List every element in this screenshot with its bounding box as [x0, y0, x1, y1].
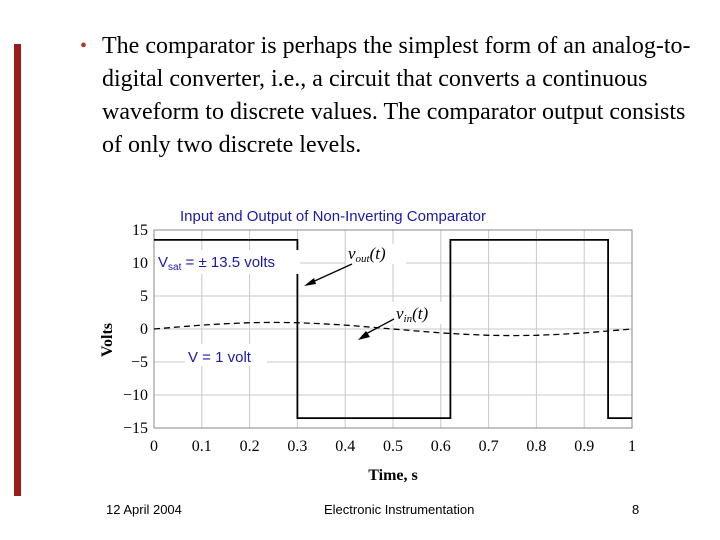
y-tick-labels — [123, 222, 148, 437]
chart-title: Input and Output of Non-Inverting Comparator — [180, 208, 487, 225]
y-tick-label: −5 — [130, 354, 148, 371]
x-tick-labels — [150, 438, 636, 455]
x-tick-label: 0 — [150, 438, 158, 455]
bullet-text: The comparator is perhaps the simplest form of an analog-to-digital converter, i.e., a circuit that converts a continuous waveform to discrete values. The comparator output consists of only two discrete levels. — [102, 33, 691, 158]
footer-page-number: 8 — [632, 502, 640, 517]
y-axis-label: Volts — [99, 322, 116, 358]
vin-arg: (t) — [412, 304, 429, 323]
y-tick-label: −10 — [122, 387, 148, 404]
vin-label: v — [396, 304, 404, 323]
y-tick-label: −15 — [122, 420, 148, 437]
x-tick-label: 0.8 — [526, 438, 547, 455]
y-tick-label: 5 — [140, 288, 148, 305]
x-tick-label: 0.2 — [239, 438, 260, 455]
x-tick-label: 1 — [628, 438, 636, 455]
x-tick-label: 0.9 — [574, 438, 595, 455]
svg-text:vin(t) — [396, 304, 428, 325]
slide-left-accent-bar — [14, 44, 21, 496]
x-tick-label: 0.3 — [287, 438, 308, 455]
y-tick-label: 0 — [140, 321, 148, 338]
y-tick-label: 15 — [132, 222, 148, 239]
vsat-v: V — [158, 254, 169, 271]
y-tick-label: 10 — [132, 255, 148, 272]
footer-date: 12 April 2004 — [106, 502, 182, 517]
bullet-icon: • — [80, 35, 88, 57]
x-tick-label: 0.5 — [383, 438, 403, 455]
vout-arg: (t) — [369, 244, 386, 263]
vout-annotation — [304, 244, 406, 286]
vamp-label: V = 1 volt — [188, 349, 251, 366]
x-axis-label: Time, s — [368, 467, 418, 484]
bullet-paragraph — [80, 30, 700, 162]
vin-sub: in — [403, 313, 413, 325]
vout-label: v — [348, 244, 356, 263]
comparator-chart — [90, 222, 650, 490]
vout-sub: out — [355, 253, 370, 265]
x-tick-label: 0.6 — [430, 438, 451, 455]
vsat-rest: = ± 13.5 volts — [181, 254, 276, 271]
vin-annotation — [358, 302, 444, 340]
x-tick-label: 0.7 — [478, 438, 499, 455]
vamp-annotation — [185, 344, 267, 366]
vsat-annotation — [155, 250, 300, 274]
x-tick-label: 0.1 — [191, 438, 212, 455]
vout-arrowhead — [304, 278, 316, 286]
footer-course: Electronic Instrumentation — [324, 502, 475, 517]
vsat-sub: sat — [168, 262, 182, 273]
x-tick-label: 0.4 — [335, 438, 356, 455]
